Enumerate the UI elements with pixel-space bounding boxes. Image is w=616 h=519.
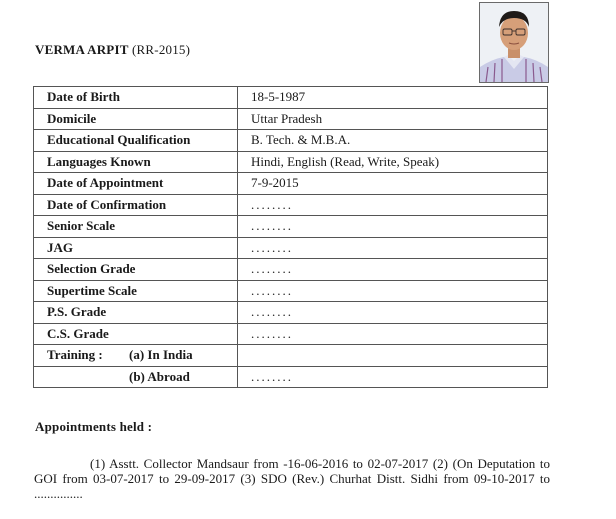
row-value: ........ bbox=[238, 302, 548, 324]
row-value: ........ bbox=[238, 259, 548, 281]
training-india-label: (a) In India bbox=[129, 347, 193, 363]
appointments-heading: Appointments held : bbox=[35, 419, 153, 434]
officer-name: VERMA ARPIT bbox=[35, 42, 129, 57]
row-label: JAG bbox=[34, 237, 238, 259]
training-abroad-value: ........ bbox=[238, 366, 548, 388]
row-label: Educational Qualification bbox=[34, 130, 238, 152]
table-row bbox=[34, 323, 548, 345]
row-label: Senior Scale bbox=[34, 216, 238, 238]
row-value: ........ bbox=[238, 194, 548, 216]
row-value: ........ bbox=[238, 216, 548, 238]
row-value: 7-9-2015 bbox=[238, 173, 548, 195]
training-abroad-label: (b) Abroad bbox=[129, 368, 190, 384]
table-row bbox=[34, 280, 548, 302]
table-row bbox=[34, 216, 548, 238]
table-row bbox=[34, 87, 548, 109]
row-label: P.S. Grade bbox=[34, 302, 238, 324]
appointments-text: (1) Asstt. Collector Mandsaur from -16-06-2016 to 02-07-2017 (2) (On Deputation to GOI from 03-07-2017 to 29-09-2017 (3) SDO (Rev.) Churhat Distt. Sidhi from 09-10-2017 to ............... bbox=[34, 456, 550, 501]
officer-photo bbox=[479, 2, 549, 83]
row-value: 18-5-1987 bbox=[238, 87, 548, 109]
row-value: Hindi, English (Read, Write, Speak) bbox=[238, 151, 548, 173]
training-india-value bbox=[238, 345, 548, 367]
row-label: Languages Known bbox=[34, 151, 238, 173]
training-india-cell bbox=[34, 345, 238, 367]
table-row bbox=[34, 194, 548, 216]
table-row bbox=[34, 108, 548, 130]
row-label: C.S. Grade bbox=[34, 323, 238, 345]
officer-name-line bbox=[35, 42, 190, 58]
row-label: Date of Appointment bbox=[34, 173, 238, 195]
table-row bbox=[34, 130, 548, 152]
table-row bbox=[34, 173, 548, 195]
row-label: Domicile bbox=[34, 108, 238, 130]
row-value: Uttar Pradesh bbox=[238, 108, 548, 130]
row-value: ........ bbox=[238, 280, 548, 302]
training-abroad-cell bbox=[34, 366, 238, 388]
profile-table bbox=[33, 86, 548, 388]
table-row bbox=[34, 151, 548, 173]
officer-portrait-image bbox=[480, 3, 548, 82]
profile-table-body bbox=[34, 87, 548, 388]
row-value: ........ bbox=[238, 323, 548, 345]
table-row bbox=[34, 302, 548, 324]
row-value: ........ bbox=[238, 237, 548, 259]
row-label: Date of Birth bbox=[34, 87, 238, 109]
row-label: Date of Confirmation bbox=[34, 194, 238, 216]
training-label: Training : bbox=[47, 347, 103, 363]
training-india-row bbox=[34, 345, 548, 367]
row-label: Selection Grade bbox=[34, 259, 238, 281]
row-value: B. Tech. & M.B.A. bbox=[238, 130, 548, 152]
table-row bbox=[34, 237, 548, 259]
table-row bbox=[34, 259, 548, 281]
officer-batch: (RR-2015) bbox=[132, 42, 191, 57]
row-label: Supertime Scale bbox=[34, 280, 238, 302]
training-abroad-row bbox=[34, 366, 548, 388]
